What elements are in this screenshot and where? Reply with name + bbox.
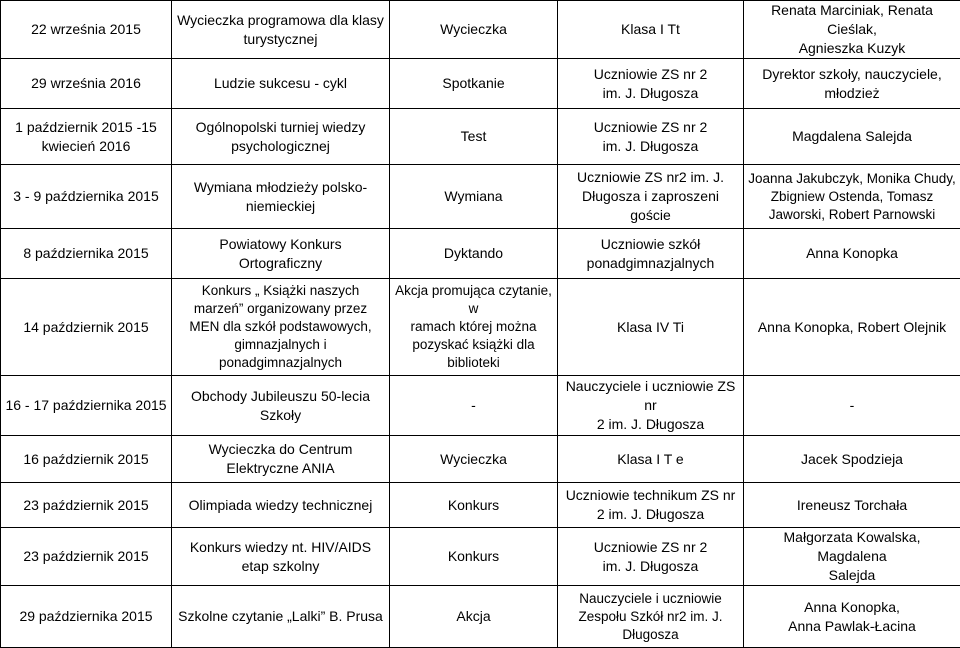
- date-cell: 16 październik 2015: [1, 436, 172, 483]
- table-row: [1, 376, 960, 436]
- participants-cell: Klasa IV Ti: [558, 279, 744, 376]
- form-cell: Akcja: [390, 586, 558, 648]
- form-cell: Wymiana: [390, 165, 558, 229]
- participants-cell: Uczniowie ZS nr 2 im. J. Długosza: [558, 59, 744, 109]
- event-cell: Olimpiada wiedzy technicznej: [172, 483, 390, 528]
- date-cell: 3 - 9 października 2015: [1, 165, 172, 229]
- form-cell: Akcja promująca czytanie, w ramach której można pozyskać książki dla biblioteki: [390, 279, 558, 376]
- event-cell: Konkurs wiedzy nt. HIV/AIDS etap szkolny: [172, 528, 390, 586]
- date-cell: 23 październik 2015: [1, 528, 172, 586]
- form-cell: Dyktando: [390, 229, 558, 279]
- event-cell: Ogólnopolski turniej wiedzy psychologicznej: [172, 109, 390, 165]
- organizers-cell: Małgorzata Kowalska, Magdalena Salejda: [744, 528, 960, 586]
- date-cell: 29 września 2016: [1, 59, 172, 109]
- participants-cell: Nauczyciele i uczniowie ZS nr 2 im. J. Długosza: [558, 376, 744, 436]
- participants-cell: Uczniowie technikum ZS nr 2 im. J. Długosza: [558, 483, 744, 528]
- table-row: [1, 586, 960, 648]
- participants-cell: Uczniowie ZS nr 2 im. J. Długosza: [558, 109, 744, 165]
- event-cell: Wycieczka programowa dla klasy turystycznej: [172, 1, 390, 59]
- table-row: [1, 483, 960, 528]
- date-cell: 1 październik 2015 -15 kwiecień 2016: [1, 109, 172, 165]
- date-cell: 14 październik 2015: [1, 279, 172, 376]
- event-cell: Konkurs „ Książki naszych marzeń” organizowany przez MEN dla szkół podstawowych, gimnazjalnych i ponadgimnazjalnych: [172, 279, 390, 376]
- table-row: [1, 165, 960, 229]
- organizers-cell: Jacek Spodzieja: [744, 436, 960, 483]
- participants-cell: Klasa I T e: [558, 436, 744, 483]
- form-cell: Spotkanie: [390, 59, 558, 109]
- participants-cell: Nauczyciele i uczniowie Zespołu Szkół nr2 im. J. Długosza: [558, 586, 744, 648]
- event-cell: Obchody Jubileuszu 50-lecia Szkoły: [172, 376, 390, 436]
- organizers-cell: -: [744, 376, 960, 436]
- form-cell: Wycieczka: [390, 1, 558, 59]
- form-cell: Konkurs: [390, 483, 558, 528]
- participants-cell: Klasa I Tt: [558, 1, 744, 59]
- table-row: [1, 1, 960, 59]
- organizers-cell: Magdalena Salejda: [744, 109, 960, 165]
- event-cell: Powiatowy Konkurs Ortograficzny: [172, 229, 390, 279]
- organizers-cell: Joanna Jakubczyk, Monika Chudy, Zbigniew Ostenda, Tomasz Jaworski, Robert Parnowski: [744, 165, 960, 229]
- event-cell: Ludzie sukcesu - cykl: [172, 59, 390, 109]
- event-cell: Wymiana młodzieży polsko- niemieckiej: [172, 165, 390, 229]
- organizers-cell: Anna Konopka, Anna Pawlak-Łacina: [744, 586, 960, 648]
- table-row: [1, 279, 960, 376]
- date-cell: 22 września 2015: [1, 1, 172, 59]
- table-row: [1, 59, 960, 109]
- date-cell: 8 października 2015: [1, 229, 172, 279]
- form-cell: Konkurs: [390, 528, 558, 586]
- event-cell: Szkolne czytanie „Lalki” B. Prusa: [172, 586, 390, 648]
- organizers-cell: Anna Konopka: [744, 229, 960, 279]
- table-row: [1, 436, 960, 483]
- organizers-cell: Anna Konopka, Robert Olejnik: [744, 279, 960, 376]
- table-row: [1, 229, 960, 279]
- events-table-body: [1, 1, 960, 648]
- table-row: [1, 528, 960, 586]
- date-cell: 29 października 2015: [1, 586, 172, 648]
- date-cell: 16 - 17 października 2015: [1, 376, 172, 436]
- participants-cell: Uczniowie szkół ponadgimnazjalnych: [558, 229, 744, 279]
- form-cell: Wycieczka: [390, 436, 558, 483]
- form-cell: Test: [390, 109, 558, 165]
- event-cell: Wycieczka do Centrum Elektryczne ANIA: [172, 436, 390, 483]
- table-row: [1, 109, 960, 165]
- organizers-cell: Dyrektor szkoły, nauczyciele, młodzież: [744, 59, 960, 109]
- date-cell: 23 październik 2015: [1, 483, 172, 528]
- participants-cell: Uczniowie ZS nr 2 im. J. Długosza: [558, 528, 744, 586]
- organizers-cell: Ireneusz Torchała: [744, 483, 960, 528]
- form-cell: -: [390, 376, 558, 436]
- organizers-cell: Renata Marciniak, Renata Cieślak, Agnieszka Kuzyk: [744, 1, 960, 59]
- participants-cell: Uczniowie ZS nr2 im. J. Długosza i zaproszeni goście: [558, 165, 744, 229]
